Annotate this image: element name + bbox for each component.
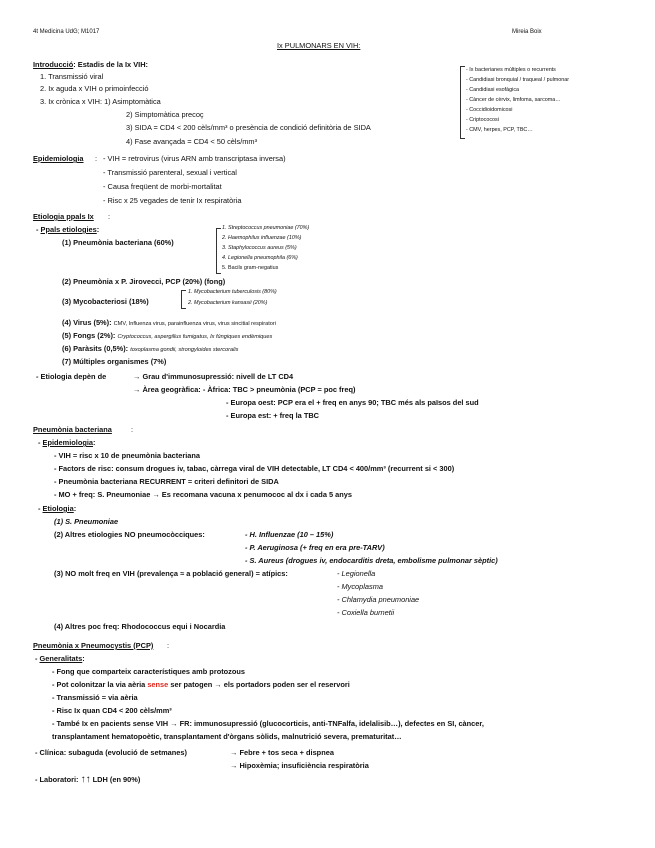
intro-item-1: 1. Transmissió viral [40, 72, 104, 81]
pb-etio-4: (4) Altres poc freq: Rhodococcus equi i Nocardia [54, 622, 226, 631]
pb-etio-2-item-1: - H. Influenzae (10 – 15%) [245, 530, 334, 539]
pb-etio-1: (1) S. Pneumoniae [54, 517, 119, 526]
pcp-gen-6: transplantament hematopoètic, transplantament d'òrgans sòlids, malnutrició severa, prematuritat… [52, 732, 402, 741]
etio-bact-label: (1) Pneumònia bacteriana (60%) [62, 238, 174, 247]
bact-item-5: 5. Bacils gram-negatius [222, 265, 279, 271]
bact-item-3: 3. Staphylococcus aureus (5%) [222, 245, 297, 251]
etio-heading-colon: : [108, 212, 111, 221]
pb-etio-3-item-2: - Mycoplasma [337, 582, 383, 591]
header-right: Mireia Boix [512, 29, 542, 35]
myco-item-1: 1. Mycobacterium tuberculosis (80%) [188, 289, 277, 295]
pb-etio-2-item-2: - P. Aeruginosa (+ freq en era pre-TARV) [245, 543, 385, 552]
pb-etio-heading: - Etiologia: [38, 504, 77, 513]
side-item-2: - Candidiasi bronquial / traqueal / pulmonar [466, 77, 570, 83]
epi-item-2: - Transmissió parenteral, sexual i vertical [103, 168, 237, 177]
pcp-clinica-2: → Hipoxèmia; insuficiència respiratòria [230, 761, 369, 770]
etio-myco-label: (3) Mycobacteriosi (18%) [62, 297, 149, 306]
pb-epi-1: - VIH = risc x 10 de pneumònia bacteriana [54, 451, 201, 460]
bact-brace [216, 228, 221, 274]
epi-item-1: - VIH = retrovirus (virus ARN amb transcriptasa inversa) [103, 154, 286, 163]
pb-etio-3-item-3: - Chlamydia pneumoniae [337, 595, 420, 604]
etio-depen-label: - Etiologia depèn de [36, 372, 107, 381]
pb-epi-heading: - Epidemiologia: [38, 438, 96, 447]
pb-epi-3: - Pneumònia bacteriana RECURRENT = criteri definitori de SIDA [54, 477, 279, 486]
side-item-1: - Ix bacterianes múltiples o recurrents [466, 67, 556, 73]
pb-etio-3-item-4: - Coxiella burnetii [337, 608, 395, 617]
double-up-arrow-icon: ↑↑ [80, 774, 91, 785]
pcp-gen-5: - També Ix en pacients sense VIH → FR: immunosupressió (glucocorticis, anti-TNFalfa, idelalisib…), defectes en SI, càncer, [52, 719, 484, 728]
pcp-gen-heading: - Generalitats: [35, 654, 85, 663]
side-item-3: - Candidiasi esofàgica [466, 87, 520, 93]
pb-epi-4: - MO + freq: S. Pneumoniae → Es recomana vacuna x penumococ al dx i cada 5 anys [54, 490, 352, 499]
bact-item-4: 4. Legionella pneumophila (6%) [222, 255, 298, 261]
pb-etio-3: (3) NO molt freq en VIH (prevalença ≈ a població general) = atípics: [54, 569, 288, 578]
pcp-gen-3: - Transmissió = via aèria [52, 693, 138, 702]
side-item-4: - Càncer de cèrvix, limfoma, sarcoma… [466, 97, 561, 103]
pcp-lab: - Laboratori: ↑↑ LDH (en 90%) [35, 774, 141, 785]
epi-heading: Epidemiologia [33, 154, 84, 163]
epi-colon: : [95, 154, 98, 163]
pcp-heading-colon: : [167, 641, 170, 650]
intro-side-brace [460, 66, 465, 139]
pcp-gen-1: - Fong que comparteix característiques amb protozous [52, 667, 246, 676]
etio-depen-1: → Grau d'immunosupressió: nivell de LT CD4 [133, 372, 294, 381]
pcp-gen-2: - Pot colonitzar la via aèria sense ser patogen → els portadors poden ser el reservori [52, 680, 350, 689]
bact-item-2: 2. Haemophilus influenzae (10%) [222, 235, 302, 241]
intro-item-2: 2. Ix aguda x VIH o primoinfecció [40, 84, 149, 93]
pcp-heading: Pneumònia x Pneumocystis (PCP) [33, 641, 154, 650]
myco-brace [181, 290, 186, 309]
etio-fongs: (5) Fongs (2%): Cryptococcus, aspergillus fumigatus, Ix fúngiques endèmiques [62, 331, 273, 340]
etio-pcp: (2) Pneumònia x P. Jirovecci, PCP (20%) (fong) [62, 277, 226, 286]
pcp-clinica-label: - Clínica: subaguda (evolució de setmanes) [35, 748, 187, 757]
side-item-6: - Criptococosi [466, 117, 499, 123]
etio-parasits: (6) Paràsits (0,5%): toxoplasma gondii, strongyloides stercoralis [62, 344, 239, 353]
intro-item-4: 2) Simptomàtica precoç [126, 110, 204, 119]
pb-etio-3-item-1: - Legionella [337, 569, 376, 578]
pcp-clinica-1: → Febre + tos seca + dispnea [230, 748, 334, 757]
intro-item-3: 3. Ix crònica x VIH: 1) Asimptomàtica [40, 97, 161, 106]
pcp-gen-4: - Risc Ix quan CD4 < 200 cèls/mm³ [52, 706, 172, 715]
page-title: Ix PULMONARS EN VIH: [277, 41, 361, 50]
epi-item-3: - Causa freqüent de morbi-mortalitat [103, 182, 222, 191]
etio-depen-4: - Europa est: + freq la TBC [226, 411, 320, 420]
etio-heading: Etiologia ppals Ix [33, 212, 94, 221]
intro-heading: Introducció: Estadis de la Ix VIH: [33, 60, 149, 69]
myco-item-2: 2. Mycobacterium kansasii (20%) [188, 300, 268, 306]
etio-virus: (4) Virus (5%): CMV, Influenza virus, parainfluenza virus, virus sincitial respiratori [62, 318, 277, 327]
etio-depen-2: → Àrea geogràfica: - Àfrica: TBC > pneumònia (PCP = poc freq) [133, 385, 356, 394]
etio-sub-heading: - Ppals etiologies: [36, 225, 100, 234]
intro-item-6: 4) Fase avançada = CD4 < 50 cèls/mm³ [126, 137, 258, 146]
etio-depen-3: - Europa oest: PCP era el + freq en anys 90; TBC més als països del sud [226, 398, 479, 407]
pb-etio-2-item-3: - S. Aureus (drogues iv, endocarditis dreta, embolisme pulmonar sèptic) [245, 556, 498, 565]
header-left: 4t Medicina UdG; M1017 [33, 29, 100, 35]
intro-item-5: 3) SIDA = CD4 < 200 cèls/mm³ o presència de condició definitòria de SIDA [126, 123, 371, 132]
bact-item-1: 1. Streptococcus pneumoniae (70%) [222, 225, 310, 231]
pb-etio-2: (2) Altres etiologies NO pneumocòcciques: [54, 530, 205, 539]
pb-heading-colon: : [131, 425, 134, 434]
pb-epi-2: - Factors de risc: consum drogues iv, tabac, càrrega viral de VIH detectable, LT CD4 < 400/mm³ (recurrent si < 300) [54, 464, 455, 473]
etio-multiples: (7) Múltiples organismes (7%) [62, 357, 167, 366]
epi-item-4: - Risc x 25 vegades de tenir Ix respiratòria [103, 196, 242, 205]
side-item-7: - CMV, herpes, PCP, TBC… [466, 127, 533, 133]
pb-heading: Pneumònia bacteriana [33, 425, 112, 434]
side-item-5: - Coccidioidomicosi [466, 107, 513, 113]
